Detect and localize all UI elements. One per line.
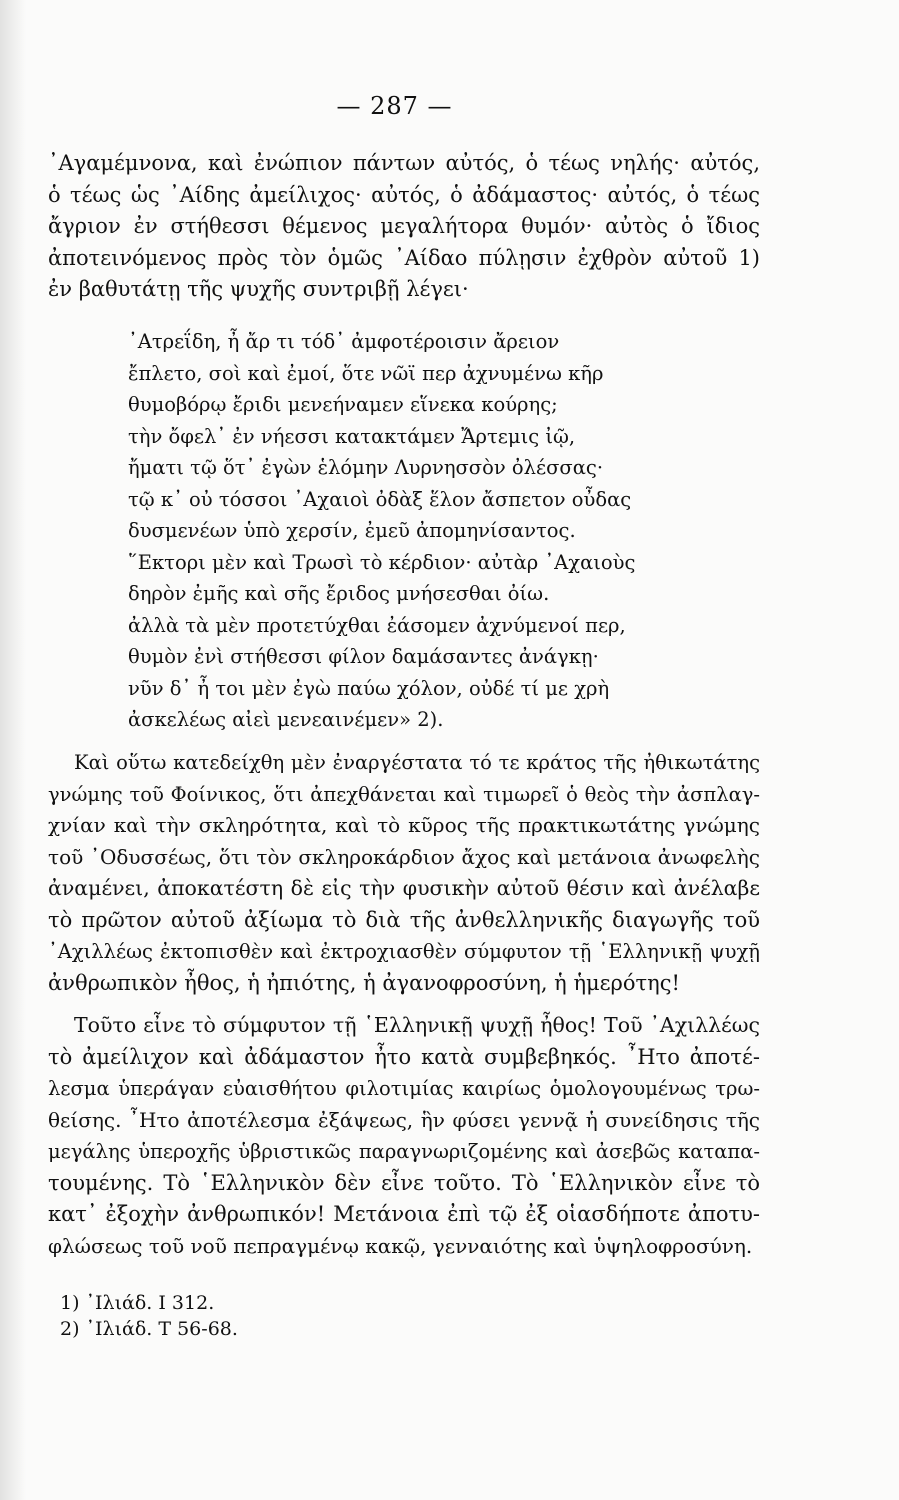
text-line: ἀποτεινόμενος πρὸς τὸν ὁμῶς ᾿Αίδαο πύλῃσιν ἐχθρὸν αὐτοῦ 1) [48,245,760,270]
verse-quotation [128,326,688,736]
text-line: ὁ τέως ὡς ᾿Αίδης ἀμείλιχος· αὐτός, ὁ ἀδάμαστος· αὐτός, ὁ τέως [48,182,760,207]
text-line: ἐν βαθυτάτῃ τῆς ψυχῆς συντριβῇ λέγει· [48,277,469,301]
text-line: ἄγριον ἐν στήθεσσι θέμενος μεγαλήτορα θυμόν· αὐτὸς ὁ ἴδιος [48,214,760,238]
text-line: μεγάλης ὑπεροχῆς ὑβριστικῶς παραγνωριζομένης καὶ ἀσεβῶς καταπα- [48,1140,760,1163]
text-line: τὸ πρῶτον αὐτοῦ ἀξίωμα τὸ διὰ τῆς ἀνθελληνικῆς διαγωγῆς τοῦ [48,907,760,932]
verse-line: ἔπλετο, σοὶ καὶ ἐμοί, ὅτε νῶϊ περ ἀχνυμένω κῆρ [128,361,604,385]
page-number: — 287 — [336,92,453,120]
verse-line: θυμὸν ἐνὶ στήθεσσι φίλον δαμάσαντες ἀνάγκῃ· [128,645,599,668]
verse-line: δηρὸν ἐμῆς καὶ σῆς ἔριδος μνήσεσθαι ὀίω. [128,582,550,605]
verse-line: ἤματι τῷ ὅτ᾿ ἐγὼν ἑλόμην Λυρνησσὸν ὀλέσσας· [128,456,604,479]
text-line: τοῦ ᾿Οδυσσέως, ὅτι τὸν σκληροκάρδιον ἄχος καὶ μετάνοια ἀνωφελὴς [48,844,760,869]
text-line: χνίαν καὶ τὴν σκληρότητα, καὶ τὸ κῦρος τῆς πρακτικωτάτης γνώμης [48,813,760,837]
text-line: ἀνθρωπικὸν ἦθος, ἡ ἠπιότης, ἡ ἀγανοφροσύνη, ἡ ἡμερότης! [48,970,680,995]
text-line: θείσης. ῏Ητο ἀποτέλεσμα ἐξάψεως, ἣν φύσει γεννᾷ ἡ συνείδησις τῆς [48,1107,760,1132]
footnote: 1) ᾿Ιλιάδ. Ι 312. [60,1292,215,1314]
text-line: Τοῦτο εἶνε τὸ σύμφυτον τῇ ῾Ελληνικῇ ψυχῇ ἦθος! Τοῦ ᾿Αχιλλέως [74,1013,760,1037]
text-line: κατ᾿ ἐξοχὴν ἀνθρωπικόν! Μετάνοια ἐπὶ τῷ ἐξ οἱασδήποτε ἀποτυ- [48,1202,760,1226]
verse-line: τῷ κ᾿ οὐ τόσσοι ᾿Αχαιοὶ ὀδὰξ ἕλον ἄσπετον οὖδας [128,487,632,511]
text-line: γνώμης τοῦ Φοίνικος, ὅτι ἀπεχθάνεται καὶ τιμωρεῖ ὁ θεὸς τὴν ἀσπλαγ- [48,782,760,806]
body-paragraph-2 [48,1010,760,1262]
text-line: τὸ ἀμείλιχον καὶ ἀδάμαστον ἦτο κατὰ συμβεβηκός. ῏Ητο ἀποτέ- [48,1044,760,1069]
text-line: ᾿Αχιλλέως ἐκτοπισθὲν καὶ ἐκτροχιασθὲν σύμφυτον τῇ ῾Ελληνικῇ ψυχῇ [48,940,760,963]
verse-line: θυμοβόρῳ ἔριδι μενεήναμεν εἵνεκα κούρης; [128,393,558,416]
text-line: Καὶ οὕτω κατεδείχθη μὲν ἐναργέστατα τό τε κράτος τῆς ἠθικωτάτης [74,751,760,774]
verse-line: δυσμενέων ὑπὸ χερσίν, ἐμεῦ ἀπομηνίσαντος. [128,519,576,542]
intro-paragraph [48,148,760,306]
verse-line: ἀσκελέως αἰεὶ μενεαινέμεν» 2). [128,708,444,731]
body-paragraph-1 [48,747,760,999]
text-line: ἀναμένει, ἀποκατέστη δὲ εἰς τὴν φυσικὴν αὐτοῦ θέσιν καὶ ἀνέλαβε [48,876,760,900]
verse-line: τὴν ὄφελ᾿ ἐν νήεσσι κατακτάμεν Ἄρτεμις ἰῷ, [128,424,576,448]
verse-line: ᾿Ατρεΐδη, ἦ ἄρ τι τόδ᾿ ἀμφοτέροισιν ἄρειον [128,330,560,353]
footnotes [60,1290,238,1342]
verse-line: νῦν δ᾿ ἦ τοι μὲν ἐγὼ παύω χόλον, οὐδέ τί με χρὴ [128,676,610,700]
text-line: τουμένης. Τὸ ῾Ελληνικὸν δὲν εἶνε τοῦτο. Τὸ ῾Ελληνικὸν εἶνε τὸ [48,1170,760,1195]
page-edge-shadow [0,0,26,1500]
text-line: ᾿Αγαμέμνονα, καὶ ἐνώπιον πάντων αὐτός, ὁ τέως νηλής· αὐτός, [48,151,760,175]
verse-line: ἀλλὰ τὰ μὲν προτετύχθαι ἐάσομεν ἀχνύμενοί περ, [128,613,626,637]
text-line: φλώσεως τοῦ νοῦ πεπραγμένῳ κακῷ, γενναιότης καὶ ὑψηλοφροσύνη. [48,1233,753,1258]
footnote: 2) ᾿Ιλιάδ. Τ 56-68. [60,1318,238,1340]
text-line: λεσμα ὑπεράγαν εὐαισθήτου φιλοτιμίας καιρίως ὁμολογουμένως τρω- [48,1077,760,1100]
verse-line: ῞Εκτορι μὲν καὶ Τρωσὶ τὸ κέρδιον· αὐτὰρ ᾿Αχαιοὺς [128,550,636,574]
